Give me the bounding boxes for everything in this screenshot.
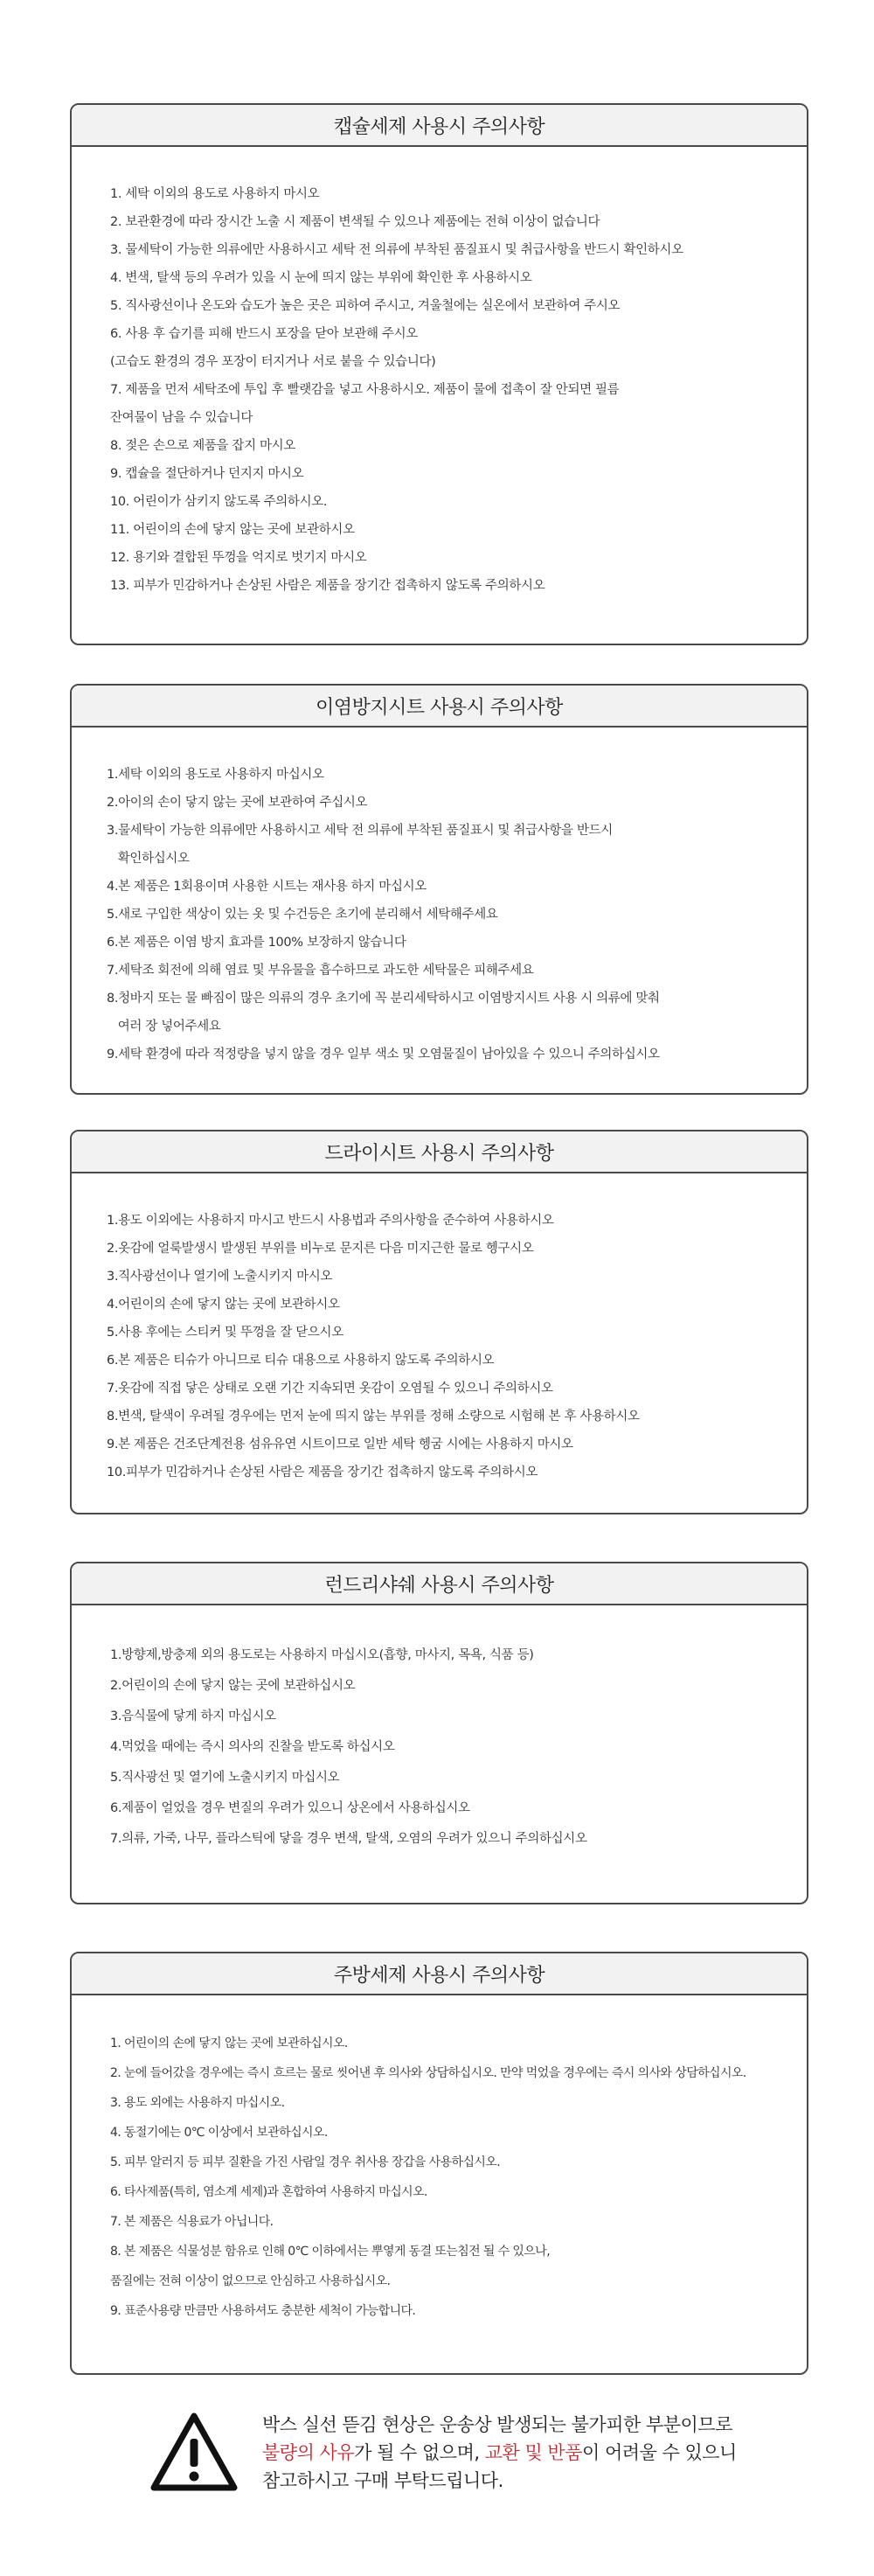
- precaution-item: 6. 타사제품(특히, 염소계 세제)과 혼합하여 사용하지 마십시오.: [110, 2185, 427, 2199]
- precaution-item: 12. 용기와 결합된 뚜껑을 억지로 벗기지 마시오: [110, 551, 367, 565]
- precaution-item: 6.제품이 얼었을 경우 변질의 우려가 있으니 상온에서 사용하십시오: [110, 1801, 470, 1815]
- notice-highlight-exchange: 교환 및 반품: [484, 2442, 582, 2463]
- precaution-item: 7. 본 제품은 식용료가 아닙니다.: [110, 2215, 274, 2229]
- precaution-item: 1. 어린이의 손에 닿지 않는 곳에 보관하십시오.: [110, 2036, 348, 2050]
- capsule-detergent-precautions-card: [70, 103, 808, 645]
- card-title: 드라이시트 사용시 주의사항: [72, 1131, 807, 1173]
- shipping-damage-notice: [149, 2396, 813, 2510]
- card-title: 런드리샤쉐 사용시 주의사항: [72, 1563, 807, 1605]
- notice-line-2: 불량의 사유가 될 수 없으며, 교환 및 반품이 어려울 수 있으니: [262, 2442, 737, 2463]
- precaution-item: 2.옷감에 얼룩발생시 발생된 부위를 비누로 문지른 다음 미지근한 물로 헹구시오: [107, 1242, 534, 1256]
- notice-highlight-defect: 불량의 사유: [262, 2442, 355, 2463]
- precaution-item: 4.본 제품은 1회용이며 사용한 시트는 재사용 하지 마십시오: [107, 880, 427, 894]
- precaution-item: 2. 눈에 들어갔을 경우에는 즉시 흐르는 물로 씻어낸 후 의사와 상담하십시오. 만약 먹었을 경우에는 즉시 의사와 상담하십시오.: [110, 2066, 746, 2080]
- precaution-item: 3. 용도 외에는 사용하지 마십시오.: [110, 2096, 285, 2110]
- notice-line-3: 참고하시고 구매 부탁드립니다.: [262, 2470, 503, 2491]
- precaution-item: 10. 어린이가 삼키지 않도록 주의하시오.: [110, 495, 328, 509]
- precaution-item: 11. 어린이의 손에 닿지 않는 곳에 보관하시오: [110, 523, 355, 537]
- precaution-item: 2.아이의 손이 닿지 않는 곳에 보관하여 주십시오: [107, 796, 368, 810]
- precaution-item: 10.피부가 민감하거나 손상된 사람은 제품을 장기간 접촉하지 않도록 주의하시오: [107, 1466, 538, 1479]
- precaution-item: 4. 변색, 탈색 등의 우려가 있을 시 눈에 띄지 않는 부위에 확인한 후 사용하시오: [110, 271, 532, 285]
- precaution-item: 8.청바지 또는 물 빠짐이 많은 의류의 경우 초기에 꼭 분리세탁하시고 이염방지시트 사용 시 의류에 맞춰: [107, 992, 660, 1006]
- card-title: 캡슐세제 사용시 주의사항: [72, 105, 807, 147]
- precaution-item: 7.세탁조 회전에 의해 염료 및 부유물을 흡수하므로 과도한 세탁물은 피해주세요: [107, 964, 534, 978]
- precaution-item: 9.세탁 환경에 따라 적정량을 넣지 않을 경우 일부 색소 및 오염물질이 남아있을 수 있으니 주의하십시오: [107, 1048, 660, 1062]
- precaution-item: 1.방향제,방충제 외의 용도로는 사용하지 마십시오(흡향, 마사지, 목욕, 식품 등): [110, 1648, 534, 1662]
- precaution-item: 4.먹었을 때에는 즉시 의사의 진찰을 받도록 하십시오: [110, 1740, 395, 1754]
- precaution-item: 1. 세탁 이외의 용도로 사용하지 마시오: [110, 187, 320, 201]
- precaution-list: [110, 180, 772, 600]
- precaution-item: 5.사용 후에는 스티커 및 뚜껑을 잘 닫으시오: [107, 1326, 343, 1340]
- precaution-item: 2. 보관환경에 따라 장시간 노출 시 제품이 변색될 수 있으나 제품에는 전혀 이상이 없습니다: [110, 215, 600, 229]
- color-catcher-sheet-precautions-card: [70, 684, 808, 1095]
- precaution-item: (고습도 환경의 경우 포장이 터지거나 서로 붙을 수 있습니다): [110, 355, 436, 369]
- warning-triangle-icon: [149, 2411, 239, 2495]
- precaution-list: [107, 1207, 772, 1486]
- precaution-item: 5. 직사광선이나 온도와 습도가 높은 곳은 피하여 주시고, 겨울철에는 실온에서 보관하여 주시오: [110, 299, 621, 313]
- precaution-item: 1.세탁 이외의 용도로 사용하지 마십시오: [107, 768, 324, 782]
- precaution-item: 7.의류, 가죽, 나무, 플라스틱에 닿을 경우 변색, 탈색, 오염의 우려가 있으니 주의하십시오: [110, 1832, 587, 1846]
- precaution-item: 5.직사광선 및 열기에 노출시키지 마십시오: [110, 1771, 340, 1785]
- dryer-sheet-precautions-card: [70, 1130, 808, 1514]
- precaution-item: 4. 동절기에는 0℃ 이상에서 보관하십시오.: [110, 2126, 328, 2140]
- precaution-item: 9.본 제품은 건조단계전용 섬유유연 시트이므로 일반 세탁 헹굼 시에는 사용하지 마시오: [107, 1438, 573, 1452]
- dish-detergent-precautions-card: [70, 1952, 808, 2375]
- notice-text: [262, 2411, 737, 2495]
- precaution-item: 잔여물이 남을 수 있습니다: [110, 411, 253, 425]
- precaution-item: 8.변색, 탈색이 우려될 경우에는 먼저 눈에 띄지 않는 부위를 정해 소량으로 시험해 본 후 사용하시오: [107, 1410, 640, 1424]
- precaution-item: 여러 장 넣어주세요: [107, 1020, 221, 1034]
- precaution-item: 품질에는 전혀 이상이 없으므로 안심하고 사용하십시오.: [110, 2274, 391, 2288]
- precaution-item: 7. 제품을 먼저 세탁조에 투입 후 빨랫감을 넣고 사용하시오. 제품이 물에 접촉이 잘 안되면 필름: [110, 383, 620, 397]
- notice-line-1: 박스 실선 뜯김 현상은 운송상 발생되는 불가피한 부분이므로: [262, 2414, 732, 2435]
- precaution-item: 3.직사광선이나 열기에 노출시키지 마시오: [107, 1270, 333, 1284]
- precaution-item: 9. 캡슐을 절단하거나 던지지 마시오: [110, 467, 304, 481]
- precaution-item: 5. 피부 알러지 등 피부 질환을 가진 사람일 경우 취사용 장갑을 사용하십시오.: [110, 2155, 501, 2169]
- precaution-item: 13. 피부가 민감하거나 손상된 사람은 제품을 장기간 접촉하지 않도록 주의하시오: [110, 579, 545, 593]
- precaution-item: 1.용도 이외에는 사용하지 마시고 반드시 사용법과 주의사항을 준수하여 사용하시오: [107, 1214, 554, 1228]
- precaution-list: [110, 2029, 772, 2326]
- precaution-item: 3.물세탁이 가능한 의류에만 사용하시고 세탁 전 의류에 부착된 품질표시 및 취급사항을 반드시: [107, 824, 613, 838]
- precaution-item: 9. 표준사용량 만큼만 사용하셔도 충분한 세척이 가능합니다.: [110, 2304, 416, 2318]
- precaution-item: 확인하십시오: [107, 852, 190, 866]
- precaution-item: 6.본 제품은 이염 방지 효과를 100% 보장하지 않습니다: [107, 936, 406, 950]
- precaution-list: [107, 761, 772, 1069]
- precaution-item: 6.본 제품은 티슈가 아니므로 티슈 대용으로 사용하지 않도록 주의하시오: [107, 1354, 495, 1368]
- precaution-item: 8. 젖은 손으로 제품을 잡지 마시오: [110, 439, 295, 453]
- precaution-item: 3. 물세탁이 가능한 의류에만 사용하시고 세탁 전 의류에 부착된 품질표시 및 취급사항을 반드시 확인하시오: [110, 243, 683, 257]
- precaution-item: 6. 사용 후 습기를 피해 반드시 포장을 닫아 보관해 주시오: [110, 327, 418, 341]
- precaution-item: 7.옷감에 직접 닿은 상태로 오랜 기간 지속되면 옷감이 오염될 수 있으니 주의하시오: [107, 1382, 553, 1396]
- precaution-item: 5.새로 구입한 색상이 있는 옷 및 수건등은 초기에 분리해서 세탁해주세요: [107, 908, 498, 922]
- precaution-list: [110, 1640, 772, 1855]
- precaution-item: 4.어린이의 손에 닿지 않는 곳에 보관하시오: [107, 1298, 340, 1312]
- precaution-item: 3.음식물에 닿게 하지 마십시오: [110, 1709, 276, 1723]
- precaution-item: 2.어린이의 손에 닿지 않는 곳에 보관하십시오: [110, 1679, 356, 1693]
- laundry-sachet-precautions-card: [70, 1562, 808, 1904]
- card-title: 이염방지시트 사용시 주의사항: [72, 686, 807, 728]
- precaution-item: 8. 본 제품은 식물성분 함유로 인해 0℃ 이하에서는 뿌옇게 동결 또는침전 될 수 있으나,: [110, 2245, 551, 2259]
- card-title: 주방세제 사용시 주의사항: [72, 1953, 807, 1995]
